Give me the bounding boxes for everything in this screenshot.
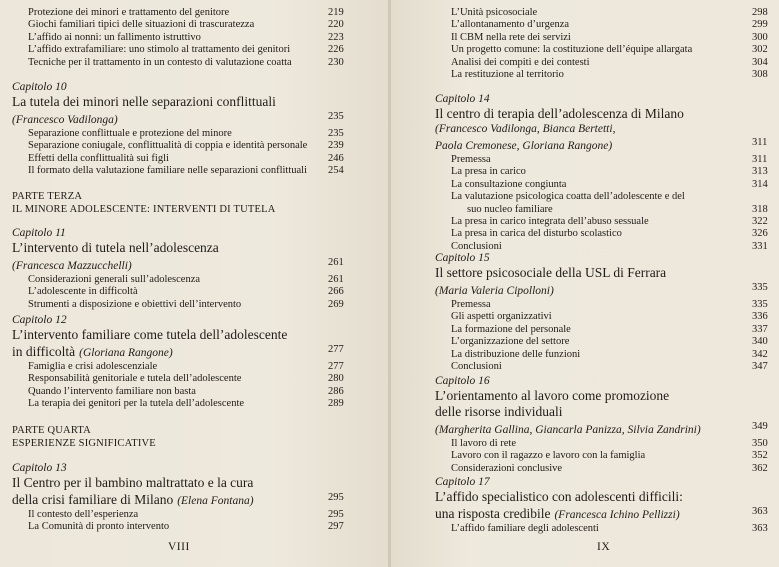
toc-entry: Protezione dei minori e trattamento del genitore 219 xyxy=(28,7,344,18)
left-top-entries xyxy=(28,7,348,69)
toc-entry: La consultazione congiunta 314 xyxy=(451,178,768,190)
toc-entry: La Comunità di pronto intervento 297 xyxy=(28,521,344,533)
part-four-heading: PARTE QUARTA ESPERIENZE SIGNIFICATIVE xyxy=(12,425,156,449)
chapter-label: Capitolo 12 xyxy=(12,314,67,326)
toc-entry: La presa in carica del disturbo scolastico 326 xyxy=(451,228,768,240)
chapter-label: Capitolo 11 xyxy=(12,227,66,239)
toc-entry: Lavoro con il ragazzo e lavoro con la famiglia 352 xyxy=(451,450,768,462)
toc-entry: Il lavoro di rete 350 xyxy=(451,438,768,449)
chapter-label: Capitolo 16 xyxy=(435,375,490,387)
toc-entry: Responsabilità genitoriale e tutela dell’adolescente 280 xyxy=(28,373,344,385)
toc-entry: Conclusioni 347 xyxy=(451,361,768,373)
chapter-11 xyxy=(12,226,352,311)
toc-entry: Premessa 311 xyxy=(451,154,768,165)
chapter-17 xyxy=(435,475,775,535)
toc-entry: L’Unità psicosociale 298 xyxy=(451,7,768,18)
right-top-entries xyxy=(451,7,771,81)
chapter-author: (Maria Valeria Cipolloni) 335 xyxy=(435,282,768,297)
chapter-14 xyxy=(435,92,775,253)
chapter-author: (Francesco Vadilonga) 235 xyxy=(12,111,344,126)
toc-entry: Famiglia e crisi adolescenziale 277 xyxy=(28,361,344,372)
chapter-title: Il Centro per il bambino maltrattato e la cura xyxy=(12,475,254,490)
toc-entry: Un progetto comune: la costituzione dell’équipe allargata 302 xyxy=(451,44,768,56)
chapter-title: Il centro di terapia dell’adolescenza di Milano xyxy=(435,106,684,121)
toc-entry: L’organizzazione del settore 340 xyxy=(451,336,768,348)
chapter-label: Capitolo 17 xyxy=(435,476,490,488)
toc-entry: Giochi familiari tipici delle situazioni di trascuratezza 220 xyxy=(28,19,344,31)
toc-entry: Il contesto dell’esperienza 295 xyxy=(28,509,344,520)
chapter-author: (Francesca Mazzucchelli) 261 xyxy=(12,257,344,272)
toc-entry: La valutazione psicologica coatta dell’adolescente e del xyxy=(451,191,685,203)
toc-entry: L’affido ai nonni: un fallimento istruttivo 223 xyxy=(28,31,344,43)
toc-entry: Strumenti a disposizione e obiettivi dell’intervento 269 xyxy=(28,298,344,310)
toc-entry: Considerazioni conclusive 362 xyxy=(451,462,768,474)
toc-entry: Effetti della conflittualità sui figli 246 xyxy=(28,152,344,164)
chapter-author: (Margherita Gallina, Giancarla Panizza, Silvia Zandrini) 349 xyxy=(435,421,768,436)
chapter-10 xyxy=(12,80,352,178)
toc-entry: Analisi dei compiti e dei contesti 304 xyxy=(451,56,768,68)
chapter-13 xyxy=(12,461,352,534)
toc-entry: La presa in carico 313 xyxy=(451,166,768,178)
chapter-label: Capitolo 13 xyxy=(12,462,67,474)
chapter-title-author: della crisi familiare di Milano (Elena Fontana) 295 xyxy=(12,492,344,507)
chapter-author: (Francesco Vadilonga, Bianca Bertetti, xyxy=(435,123,616,135)
toc-entry: Separazione coniugale, conflittualità di coppia e identità personale 239 xyxy=(28,140,344,152)
chapter-title: Il settore psicosociale della USL di Ferrara xyxy=(435,265,667,280)
toc-entry: La terapia dei genitori per la tutela dell’adolescente 289 xyxy=(28,398,344,410)
chapter-15 xyxy=(435,251,775,373)
chapter-title: L’intervento di tutela nell’adolescenza xyxy=(12,240,219,255)
chapter-author: Paola Cremonese, Gloriana Rangone) 311 xyxy=(435,137,768,152)
toc-entry: suo nucleo familiare 318 xyxy=(467,203,768,215)
chapter-16 xyxy=(435,374,775,475)
chapter-label: Capitolo 14 xyxy=(435,93,490,105)
toc-entry: Gli aspetti organizzativi 336 xyxy=(451,311,768,323)
right-page xyxy=(391,0,779,567)
toc-entry: La formazione del personale 337 xyxy=(451,323,768,335)
toc-entry: L’adolescente in difficoltà 266 xyxy=(28,286,344,298)
toc-entry: L’affido extrafamiliare: uno stimolo al trattamento dei genitori 226 xyxy=(28,44,344,56)
chapter-title-author: in difficoltà (Gloriana Rangone) 277 xyxy=(12,344,344,359)
page-number-right: IX xyxy=(597,541,611,553)
chapter-title-author: una risposta credibile (Francesca Ichino Pellizzi) 363 xyxy=(435,506,768,521)
toc-entry: L’affido familiare degli adolescenti 363 xyxy=(451,523,768,534)
toc-entry: Premessa 335 xyxy=(451,299,768,310)
toc-entry: L’allontanamento d’urgenza 299 xyxy=(451,19,768,31)
toc-entry: La presa in carico integrata dell’abuso sessuale 322 xyxy=(451,216,768,228)
left-page xyxy=(0,0,389,567)
chapter-title: La tutela dei minori nelle separazioni conflittuali xyxy=(12,94,276,109)
toc-entry: Il CBM nella rete dei servizi 300 xyxy=(451,31,768,43)
toc-entry: Tecniche per il trattamento in un contesto di valutazione coatta 230 xyxy=(28,56,344,68)
part-three-heading: PARTE TERZA IL MINORE ADOLESCENTE: INTERVENTI DI TUTELA xyxy=(12,191,276,215)
toc-entry: La distribuzione delle funzioni 342 xyxy=(451,348,768,360)
toc-entry: Separazione conflittuale e protezione del minore 235 xyxy=(28,128,344,139)
toc-entry: La restituzione al territorio 308 xyxy=(451,69,768,81)
toc-entry: Il formato della valutazione familiare nelle separazioni conflittuali 254 xyxy=(28,165,344,177)
chapter-label: Capitolo 10 xyxy=(12,81,67,93)
toc-entry: Considerazioni generali sull’adolescenza 261 xyxy=(28,274,344,285)
chapter-label: Capitolo 15 xyxy=(435,252,490,264)
chapter-12 xyxy=(12,313,352,411)
toc-entry: Conclusioni 331 xyxy=(451,240,768,252)
page-number-left: VIII xyxy=(168,541,190,553)
chapter-title: L’orientamento al lavoro come promozione xyxy=(435,388,670,403)
chapter-title: L’intervento familiare come tutela dell’adolescente xyxy=(12,327,288,342)
toc-entry: Quando l’intervento familiare non basta 286 xyxy=(28,385,344,397)
chapter-title: L’affido specialistico con adolescenti difficili: xyxy=(435,489,683,504)
chapter-title: delle risorse individuali xyxy=(435,404,563,419)
